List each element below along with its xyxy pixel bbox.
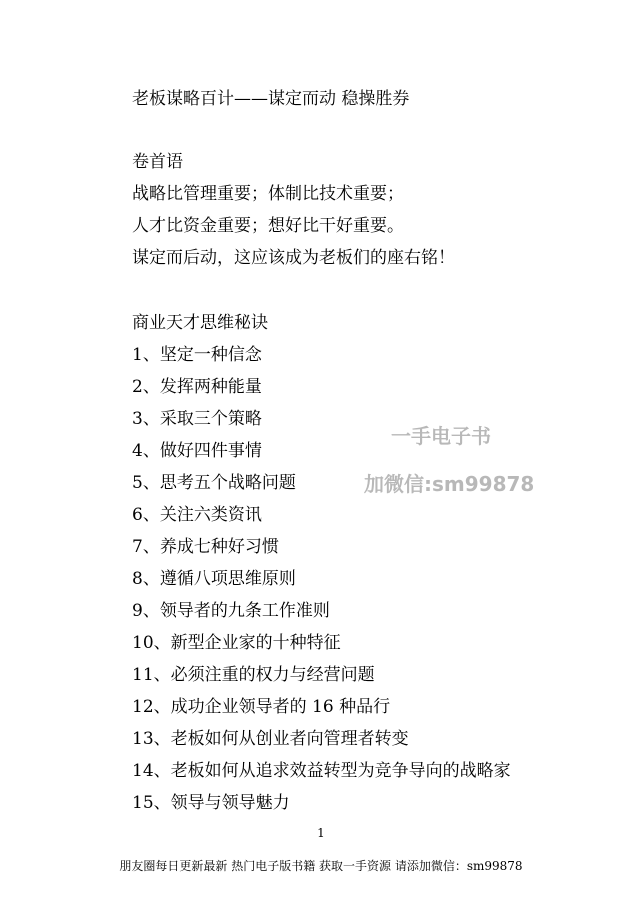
- list-item: 9、领导者的九条工作准则: [132, 601, 330, 621]
- watermark-line-2: 加微信:sm99878: [364, 472, 535, 496]
- list-item: 12、成功企业领导者的 16 种品行: [132, 697, 391, 717]
- list-item: 2、发挥两种能量: [132, 377, 262, 397]
- list-item: 6、关注六类资讯: [132, 505, 262, 525]
- preface-block: [132, 146, 455, 274]
- toc-list: [132, 339, 511, 819]
- list-item: 4、做好四件事情: [132, 441, 262, 461]
- list-item: 7、养成七种好习惯: [132, 537, 279, 557]
- list-item: 8、遵循八项思维原则: [132, 569, 296, 589]
- preface-heading: 卷首语: [132, 152, 183, 172]
- list-item: 5、思考五个战略问题: [132, 473, 296, 493]
- preface-line: 战略比管理重要；体制比技术重要；: [132, 184, 404, 204]
- section-heading: 商业天才思维秘诀: [132, 313, 268, 333]
- preface-line: 人才比资金重要；想好比干好重要。: [132, 216, 404, 236]
- list-item: 10、新型企业家的十种特征: [132, 633, 341, 653]
- list-item: 15、领导与领导魅力: [132, 793, 290, 813]
- list-item: 14、老板如何从追求效益转型为竞争导向的战略家: [132, 761, 511, 781]
- page-number: 1: [317, 826, 325, 840]
- list-item: 3、采取三个策略: [132, 409, 262, 429]
- toc-section: [132, 307, 511, 819]
- watermark-line-1: 一手电子书: [391, 424, 491, 448]
- list-item: 1、坚定一种信念: [132, 345, 262, 365]
- list-item: 11、必须注重的权力与经营问题: [132, 665, 375, 685]
- document-title: 老板谋略百计——谋定而动 稳操胜券: [132, 89, 410, 109]
- footer-text: 朋友圈每日更新最新 热门电子版书籍 获取一手资源 请添加微信：sm99878: [119, 859, 523, 873]
- list-item: 13、老板如何从创业者向管理者转变: [132, 729, 409, 749]
- preface-line: 谋定而后动，这应该成为老板们的座右铭！: [132, 248, 455, 268]
